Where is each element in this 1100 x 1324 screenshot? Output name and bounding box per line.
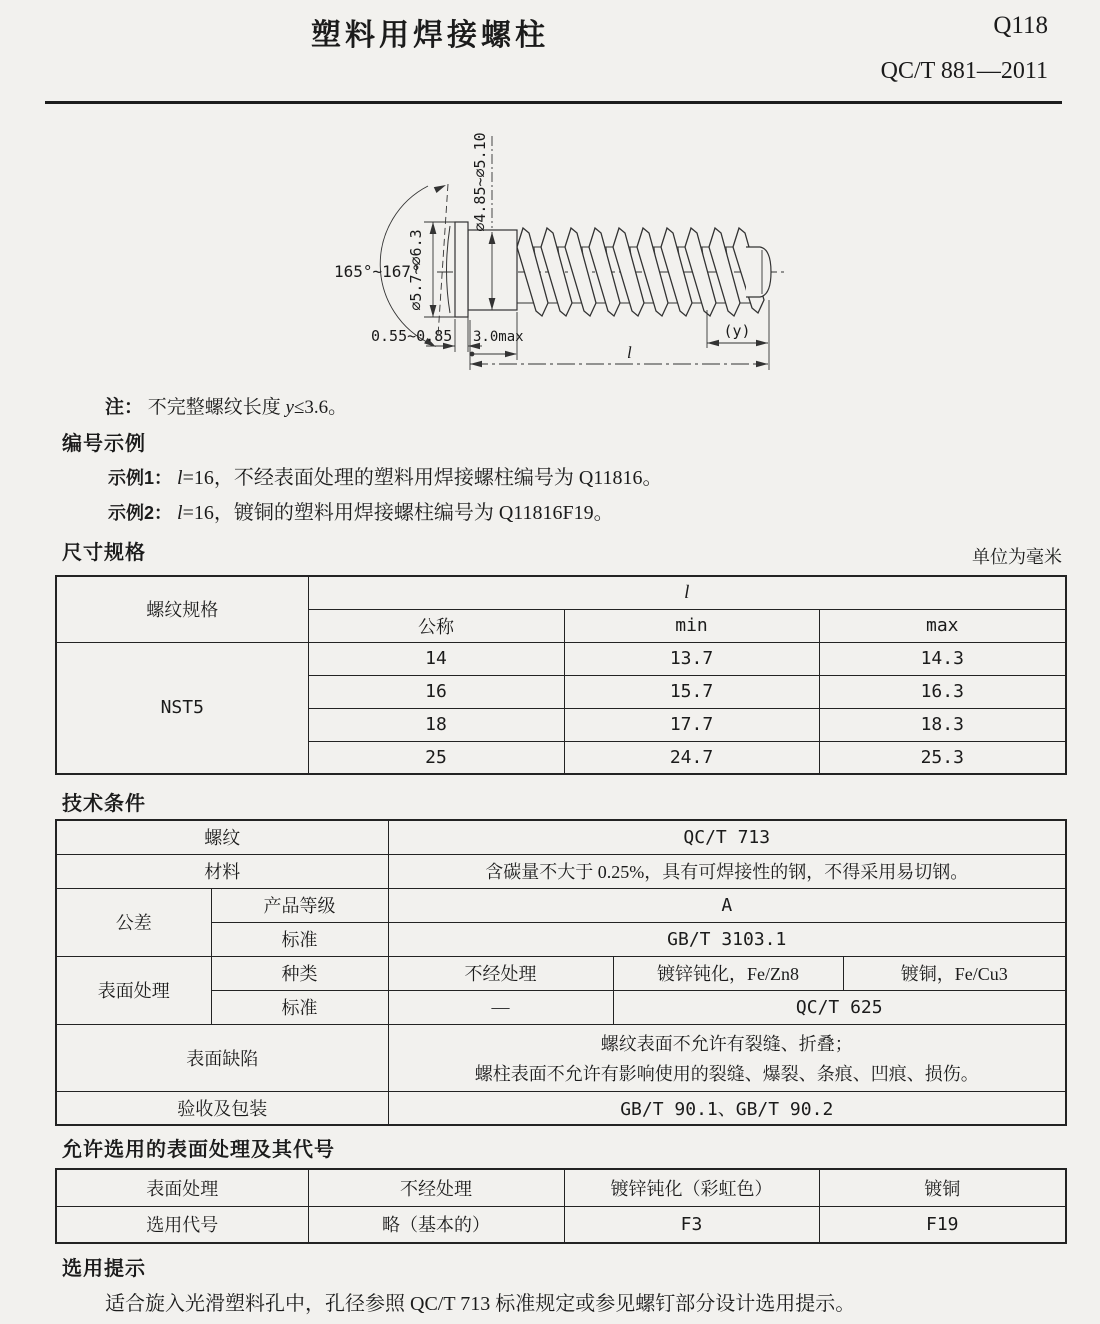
tech-tolerance-label: 公差 — [56, 888, 211, 956]
cell-max: 25.3 — [819, 741, 1066, 774]
note-text-post: ≤3.6。 — [293, 397, 348, 418]
tech-surface-std-value: QC/T 625 — [613, 990, 1066, 1024]
shank-length-label: 3.0max — [473, 329, 524, 345]
tech-surface-std-none: — — [388, 990, 613, 1024]
thread-spec: NST5 — [56, 642, 308, 774]
cell-min: 15.7 — [564, 675, 819, 708]
incomplete-thread-label: (y) — [723, 322, 751, 340]
example-1-var: l — [177, 467, 183, 489]
flange — [455, 222, 468, 317]
cell-nominal: 16 — [308, 675, 564, 708]
size-col-min: min — [564, 609, 819, 642]
note-text-pre: 不完整螺纹长度 — [147, 397, 286, 418]
size-row — [56, 642, 1066, 675]
codes-header-3: 镀铜 — [819, 1169, 1066, 1206]
tech-packaging-value: GB/T 90.1、GB/T 90.2 — [388, 1091, 1066, 1125]
standard-number: QC/T 881—2011 — [880, 58, 1048, 84]
example-1 — [108, 461, 663, 490]
example-2 — [108, 496, 614, 525]
cell-max: 18.3 — [819, 708, 1066, 741]
cell-nominal: 18 — [308, 708, 564, 741]
cell-min: 13.7 — [564, 642, 819, 675]
cell-nominal: 14 — [308, 642, 564, 675]
cell-min: 17.7 — [564, 708, 819, 741]
codes-row-f19: F19 — [819, 1206, 1066, 1243]
flange-thickness-label: 0.55~0.85 — [371, 327, 453, 345]
tech-surface-std-label: 标准 — [211, 990, 388, 1024]
unit-note: 单位为毫米 — [972, 547, 1062, 567]
size-heading: 尺寸规格 — [62, 542, 146, 564]
tech-tolerance-std-label: 标准 — [211, 922, 388, 956]
tech-surface-label: 表面处理 — [56, 956, 211, 1024]
dome-face — [447, 226, 451, 313]
cell-nominal: 25 — [308, 741, 564, 774]
tech-surface-kind-2: 镀铜，Fe/Cu3 — [843, 956, 1066, 990]
tech-heading: 技术条件 — [62, 793, 146, 815]
codes-table — [55, 1168, 1067, 1244]
tech-surface-kind-0: 不经处理 — [388, 956, 613, 990]
codes-row-label: 选用代号 — [56, 1206, 308, 1243]
tech-defects-value — [388, 1024, 1066, 1091]
tech-surface-kind-label: 种类 — [211, 956, 388, 990]
codes-header-2: 镀锌钝化（彩虹色） — [564, 1169, 819, 1206]
defects-line-2: 螺柱表面不允许有影响使用的裂缝、爆裂、条痕、凹痕、损伤。 — [474, 1063, 979, 1084]
codes-header-0: 表面处理 — [56, 1169, 308, 1206]
tech-packaging-label: 验收及包装 — [56, 1091, 388, 1125]
codes-row-basic: 略（基本的） — [308, 1206, 564, 1243]
size-table-corner: 螺纹规格 — [56, 576, 308, 642]
tech-thread-value: QC/T 713 — [388, 820, 1066, 854]
tech-grade-value: A — [388, 888, 1066, 922]
tech-surface-kind-1: 镀锌钝化，Fe/Zn8 — [613, 956, 843, 990]
codes-row-f3: F3 — [564, 1206, 819, 1243]
example-2-text: =16，镀铜的塑料用焊接螺柱编号为 Q11816F19。 — [182, 502, 614, 524]
note-label: 注： — [105, 397, 144, 418]
tip-heading: 选用提示 — [62, 1258, 146, 1280]
stud-tip — [746, 247, 771, 297]
head-diameter-label: ∅5.7~∅6.3 — [407, 229, 425, 311]
stud-engineering-drawing — [300, 120, 800, 388]
note-var: y — [285, 397, 294, 418]
numbering-heading: 编号示例 — [62, 433, 146, 455]
cell-max: 16.3 — [819, 675, 1066, 708]
header-divider — [45, 101, 1062, 104]
size-table-span-header: l — [308, 576, 1066, 609]
example-1-text: =16，不经表面处理的塑料用焊接螺柱编号为 Q11816。 — [182, 467, 663, 489]
shank-diameter-label: ∅4.85~∅5.10 — [471, 132, 489, 232]
size-col-max: max — [819, 609, 1066, 642]
size-col-nominal: 公称 — [308, 609, 564, 642]
tech-tolerance-std-value: GB/T 3103.1 — [388, 922, 1066, 956]
doc-code: Q118 — [993, 12, 1048, 39]
codes-heading: 允许选用的表面处理及其代号 — [62, 1139, 335, 1161]
thread-note — [105, 392, 347, 419]
cell-min: 24.7 — [564, 741, 819, 774]
example-1-label: 示例1： — [108, 468, 173, 488]
codes-header-1: 不经处理 — [308, 1169, 564, 1206]
tech-defects-label: 表面缺陷 — [56, 1024, 388, 1091]
angle-label: 165°~167° — [334, 262, 421, 281]
tip-text: 适合旋入光滑塑料孔中，孔径参照 QC/T 713 标准规定或参见螺钉部分设计选用提示。 — [105, 1293, 856, 1315]
tech-material-value: 含碳量不大于 0.25%，具有可焊接性的钢，不得采用易切钢。 — [388, 854, 1066, 888]
tech-table — [55, 819, 1067, 1126]
tech-thread-label: 螺纹 — [56, 820, 388, 854]
cell-max: 14.3 — [819, 642, 1066, 675]
example-2-label: 示例2： — [108, 503, 173, 523]
size-table — [55, 575, 1067, 775]
example-2-var: l — [177, 502, 183, 524]
defects-line-1: 螺纹表面不允许有裂缝、折叠； — [600, 1033, 853, 1054]
tech-grade-label: 产品等级 — [211, 888, 388, 922]
length-symbol-label: l — [627, 343, 632, 362]
page-title: 塑料用焊接螺柱 — [311, 19, 549, 52]
tech-material-label: 材料 — [56, 854, 388, 888]
